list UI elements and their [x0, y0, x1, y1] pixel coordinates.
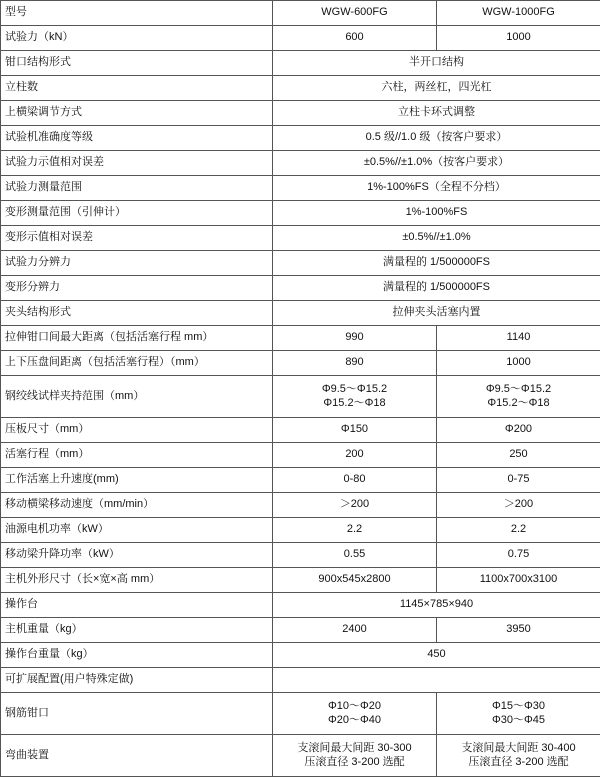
table-body [1, 1, 600, 777]
row-value-a: 900x545x2800 [273, 568, 437, 593]
row-value-b [437, 693, 600, 735]
table-row [1, 326, 600, 351]
value-line: 压滚直径 3-200 选配 [277, 756, 432, 770]
row-value-merged: 1145×785×940 [273, 593, 600, 618]
row-label: 上横梁调节方式 [1, 101, 273, 126]
table-row [1, 301, 600, 326]
table-row [1, 26, 600, 51]
table-row [1, 201, 600, 226]
table-row [1, 618, 600, 643]
row-label: 夹头结构形式 [1, 301, 273, 326]
row-label: 钢绞线试样夹持范围（mm） [1, 376, 273, 418]
row-value-b: 1000 [437, 351, 600, 376]
row-value-a: 0.55 [273, 543, 437, 568]
table-row [1, 543, 600, 568]
table-row [1, 443, 600, 468]
row-value-merged: 0.5 级//1.0 级（按客户要求） [273, 126, 600, 151]
row-label: 可扩展配置(用户特殊定做) [1, 668, 273, 693]
row-value-merged: 半开口结构 [273, 51, 600, 76]
value-line: Φ30～Φ45 [441, 714, 596, 728]
row-value-b: 250 [437, 443, 600, 468]
row-value-merged: 满量程的 1/500000FS [273, 276, 600, 301]
table-row [1, 468, 600, 493]
table-row [1, 251, 600, 276]
row-label: 立柱数 [1, 76, 273, 101]
row-label: 主机外形尺寸（长×宽×高 mm） [1, 568, 273, 593]
table-row [1, 151, 600, 176]
row-label: 拉伸钳口间最大距离（包括活塞行程 mm） [1, 326, 273, 351]
row-value-a: 0-80 [273, 468, 437, 493]
table-row [1, 568, 600, 593]
row-value-merged: 满量程的 1/500000FS [273, 251, 600, 276]
row-label: 变形分辨力 [1, 276, 273, 301]
table-row [1, 735, 600, 777]
row-value-a: 2.2 [273, 518, 437, 543]
row-label: 试验力（kN） [1, 26, 273, 51]
table-row [1, 668, 600, 693]
row-label: 变形测量范围（引伸计） [1, 201, 273, 226]
table-row [1, 376, 600, 418]
table-row [1, 176, 600, 201]
table-row [1, 226, 600, 251]
table-row [1, 276, 600, 301]
row-value-merged: 1%-100%FS（全程不分档） [273, 176, 600, 201]
row-value-b: ＞200 [437, 493, 600, 518]
row-value-b: Φ200 [437, 418, 600, 443]
row-value-b: 0-75 [437, 468, 600, 493]
row-label: 试验力示值相对误差 [1, 151, 273, 176]
value-line: Φ9.5～Φ15.2 [441, 383, 596, 397]
table-row [1, 493, 600, 518]
row-label: 油源电机功率（kW） [1, 518, 273, 543]
row-value-a: 600 [273, 26, 437, 51]
table-row [1, 518, 600, 543]
row-value-b: 0.75 [437, 543, 600, 568]
table-row [1, 76, 600, 101]
row-label: 移动梁升降功率（kW） [1, 543, 273, 568]
row-value-merged: 450 [273, 643, 600, 668]
value-line: Φ15.2～Φ18 [277, 397, 432, 411]
table-header-row [1, 1, 600, 26]
row-value-a: 2400 [273, 618, 437, 643]
row-label: 工作活塞上升速度(mm) [1, 468, 273, 493]
row-label: 弯曲装置 [1, 735, 273, 777]
row-value-b [437, 376, 600, 418]
row-value-merged: 拉伸夹头活塞内置 [273, 301, 600, 326]
row-value-b: 3950 [437, 618, 600, 643]
row-label: 压板尺寸（mm） [1, 418, 273, 443]
row-value-b: 1140 [437, 326, 600, 351]
row-value-b: 1100x700x3100 [437, 568, 600, 593]
row-value-b: 2.2 [437, 518, 600, 543]
header-model: 型号 [1, 1, 273, 26]
row-label: 钳口结构形式 [1, 51, 273, 76]
value-line: 压滚直径 3-200 选配 [441, 756, 596, 770]
row-value-b [437, 735, 600, 777]
value-line: 支滚间最大间距 30-300 [277, 742, 432, 756]
table-row [1, 51, 600, 76]
row-value-a [273, 693, 437, 735]
row-value-merged [273, 668, 600, 693]
value-line: 支滚间最大间距 30-400 [441, 742, 596, 756]
row-value-merged: ±0.5%//±1.0%（按客户要求） [273, 151, 600, 176]
value-line: Φ9.5～Φ15.2 [277, 383, 432, 397]
table-row [1, 126, 600, 151]
row-value-a: 200 [273, 443, 437, 468]
row-value-a: Φ150 [273, 418, 437, 443]
row-value-merged: 1%-100%FS [273, 201, 600, 226]
table-row [1, 418, 600, 443]
row-label: 操作台重量（kg） [1, 643, 273, 668]
value-line: Φ20～Φ40 [277, 714, 432, 728]
row-value-a [273, 735, 437, 777]
row-label: 试验力测量范围 [1, 176, 273, 201]
row-value-merged: ±0.5%//±1.0% [273, 226, 600, 251]
row-label: 上下压盘间距离（包括活塞行程）（mm） [1, 351, 273, 376]
table-row [1, 693, 600, 735]
value-line: Φ15～Φ30 [441, 700, 596, 714]
table-row [1, 101, 600, 126]
table-row [1, 643, 600, 668]
header-model-b: WGW-1000FG [437, 1, 600, 26]
row-value-a: ＞200 [273, 493, 437, 518]
row-value-b: 1000 [437, 26, 600, 51]
table-row [1, 351, 600, 376]
value-line: Φ10～Φ20 [277, 700, 432, 714]
row-label: 操作台 [1, 593, 273, 618]
row-label: 钢筋钳口 [1, 693, 273, 735]
row-value-merged: 六柱，两丝杠，四光杠 [273, 76, 600, 101]
table-row [1, 593, 600, 618]
row-label: 移动横梁移动速度（mm/min） [1, 493, 273, 518]
row-value-a: 990 [273, 326, 437, 351]
header-model-a: WGW-600FG [273, 1, 437, 26]
row-label: 活塞行程（mm） [1, 443, 273, 468]
row-label: 试验机准确度等级 [1, 126, 273, 151]
row-label: 变形示值相对误差 [1, 226, 273, 251]
value-line: Φ15.2～Φ18 [441, 397, 596, 411]
row-value-a [273, 376, 437, 418]
row-label: 试验力分辨力 [1, 251, 273, 276]
row-value-a: 890 [273, 351, 437, 376]
row-value-merged: 立柱卡环式调整 [273, 101, 600, 126]
row-label: 主机重量（kg） [1, 618, 273, 643]
